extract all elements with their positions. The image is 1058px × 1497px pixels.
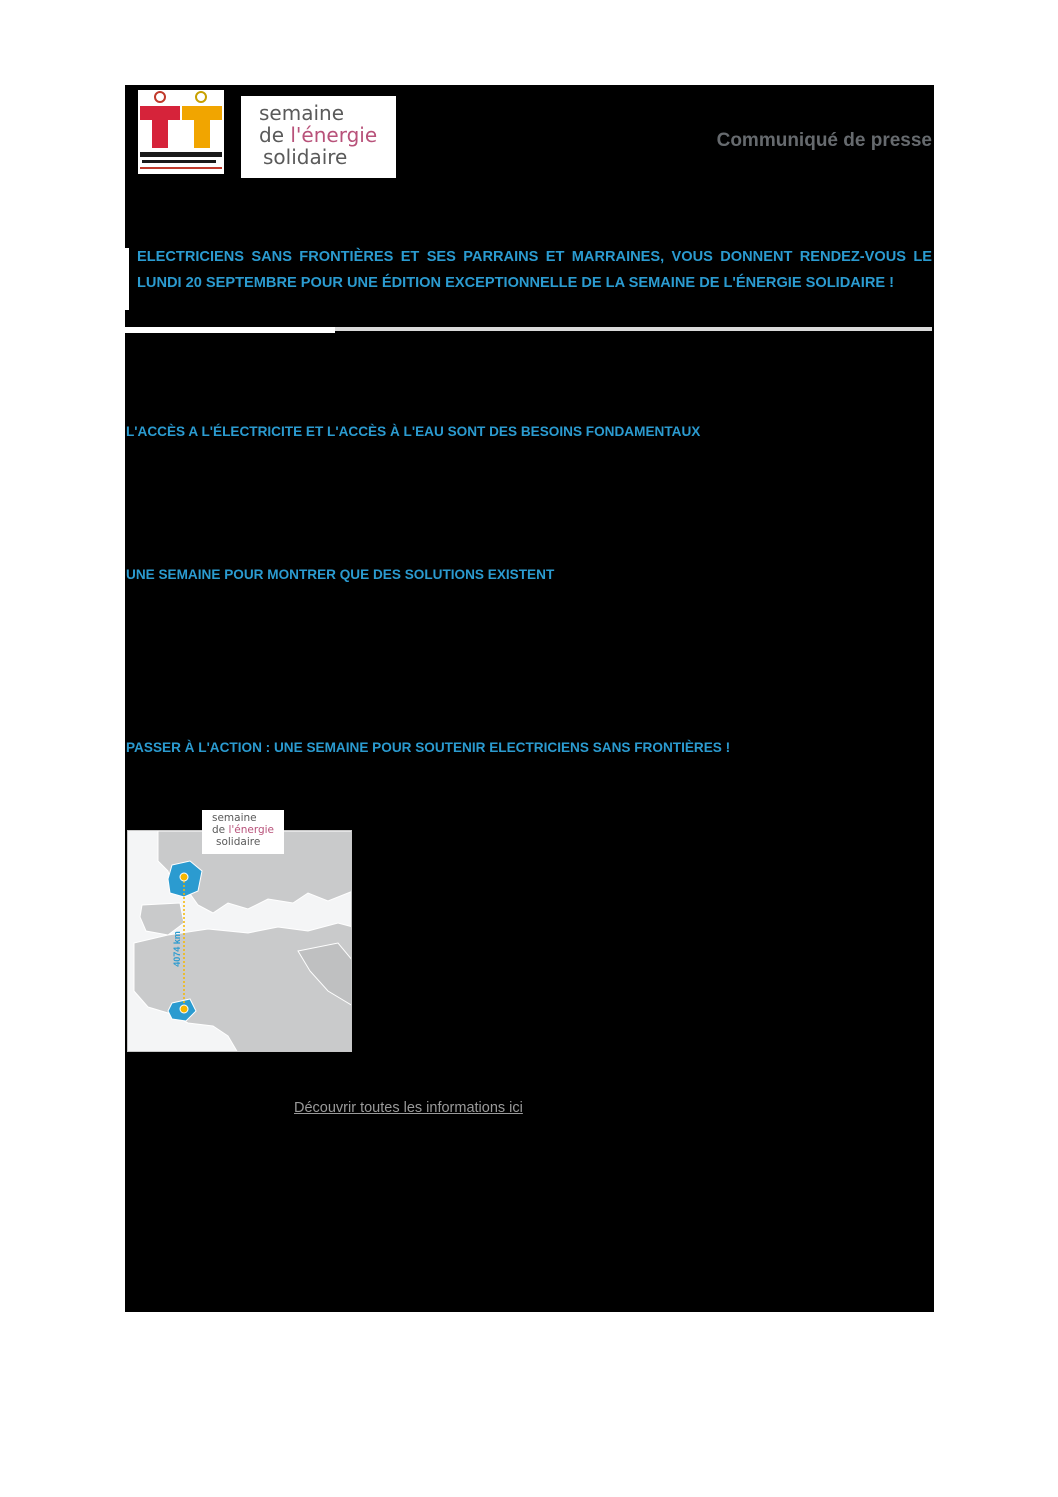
- france-africa-map: [127, 830, 352, 1052]
- map-distance-label: 4074 km: [172, 931, 182, 967]
- map-logo-line-3: solidaire: [216, 836, 261, 848]
- map-logo-line-2: de l'énergie: [212, 824, 275, 836]
- esf-logo: [138, 90, 224, 174]
- section-heading-action: PASSER À L'ACTION : UNE SEMAINE POUR SOUTENIR ELECTRICIENS SANS FRONTIÈRES !: [126, 740, 731, 755]
- more-info-link[interactable]: Découvrir toutes les informations ici: [294, 1100, 523, 1116]
- logo-line-2: de l'énergie: [259, 123, 378, 147]
- logo-highlight: l'énergie: [290, 123, 378, 147]
- section-heading-acces: L'ACCÈS A L'ÉLECTRICITE ET L'ACCÈS À L'EAU SONT DES BESOINS FONDAMENTAUX: [126, 424, 701, 439]
- semaine-energie-solidaire-logo: [241, 96, 396, 178]
- logo-line-1: semaine: [259, 101, 344, 125]
- esf-logo-graphic: [138, 90, 224, 174]
- map-graphic: [128, 831, 352, 1052]
- headline-accent-bar: [125, 248, 129, 310]
- semaine-logo-text: [259, 102, 377, 168]
- press-release-headline: ELECTRICIENS SANS FRONTIÈRES ET SES PARRAINS ET MARRAINES, VOUS DONNENT RENDEZ-VOUS LE LUNDI 20 SEPTEMBRE POUR UNE ÉDITION EXCEPTIONNELLE DE LA SEMAINE DE L'ÉNERGIE SOLIDAIRE !: [137, 249, 932, 291]
- logo-line-3: solidaire: [263, 145, 348, 169]
- map-logo-line-1: semaine: [212, 812, 257, 824]
- headline-divider-accent: [125, 327, 335, 333]
- map-logo-text: [212, 812, 274, 848]
- document-type-title: Communiqué de presse: [716, 130, 932, 151]
- map-semaine-logo: [202, 810, 284, 854]
- section-heading-solutions: UNE SEMAINE POUR MONTRER QUE DES SOLUTIONS EXISTENT: [126, 567, 555, 582]
